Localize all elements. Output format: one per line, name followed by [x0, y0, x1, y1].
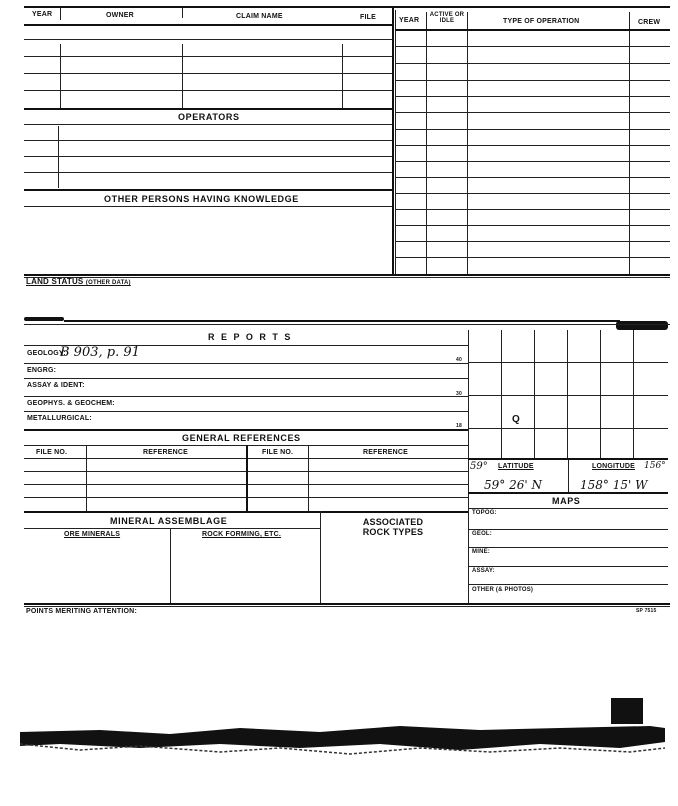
report-metallurgical-label: METALLURGICAL:: [27, 415, 92, 422]
maps-mine-label: MINE:: [472, 549, 490, 555]
operations-type-header: TYPE OF OPERATION: [503, 18, 580, 25]
scan-smear-left: [24, 317, 64, 321]
scan-artifact-block: [611, 698, 643, 724]
gref-reference-1-header: REFERENCE: [143, 449, 188, 456]
maps-assay-label: ASSAY:: [472, 568, 495, 574]
ore-minerals-header: ORE MINERALS: [64, 531, 121, 538]
grid-mark: Q: [512, 414, 520, 425]
land-status-sub: (OTHER DATA): [85, 280, 131, 286]
report-metallurgical-num: 18: [456, 423, 462, 429]
longitude-value: 158° 15' W: [580, 478, 648, 492]
gref-file-no-2-header: FILE NO.: [262, 449, 294, 456]
longitude-label: LONGITUDE: [592, 463, 636, 470]
report-assay-num: 30: [456, 391, 462, 397]
claims-claim-name-header: CLAIM NAME: [236, 13, 283, 20]
report-assay-label: ASSAY & IDENT:: [27, 382, 85, 389]
gref-file-no-1-header: FILE NO.: [36, 449, 68, 456]
form-number: SP 7515: [636, 608, 657, 614]
associated-rock-types-header: [330, 517, 456, 537]
maps-topog-label: TOPOG:: [472, 510, 497, 516]
latitude-value: 59° 26' N: [484, 478, 542, 492]
scan-smear-right: [616, 321, 668, 330]
operations-active-idle-header: [428, 12, 466, 24]
claims-owner-header: OWNER: [106, 12, 134, 19]
operations-crew-header: CREW: [638, 19, 661, 26]
rock-forming-header: ROCK FORMING, ETC.: [202, 531, 282, 538]
claims-file-header: FILE: [360, 14, 376, 21]
land-status-label: [26, 277, 131, 286]
gref-reference-2-header: REFERENCE: [363, 449, 408, 456]
report-geophys-label: GEOPHYS. & GEOCHEM:: [27, 400, 115, 407]
report-engrg-label: ENGRG:: [27, 367, 57, 374]
active-or-idle-label: ACTIVE OR IDLE: [429, 12, 465, 24]
operators-title: OPERATORS: [178, 112, 240, 122]
operations-year-header: YEAR: [399, 17, 420, 24]
lat-prefix: 59°: [470, 461, 488, 472]
reports-title: R E P O R T S: [208, 332, 293, 342]
associated-line2: ROCK TYPES: [362, 527, 424, 537]
other-persons-title: OTHER PERSONS HAVING KNOWLEDGE: [104, 194, 299, 204]
general-references-title: GENERAL REFERENCES: [182, 433, 301, 443]
claims-year-header: YEAR: [32, 11, 53, 18]
associated-line1: ASSOCIATED: [362, 517, 424, 527]
maps-title: MAPS: [552, 496, 581, 506]
report-geology-label: GEOLOGY:: [27, 350, 66, 357]
report-geology-value: B 903, p. 91: [60, 345, 140, 360]
mineral-assemblage-title: MINERAL ASSEMBLAGE: [110, 516, 228, 526]
land-status-text: LAND STATUS: [26, 277, 84, 286]
scan-artifact-band: [20, 722, 670, 756]
points-meriting-attention-label: POINTS MERITING ATTENTION:: [26, 608, 137, 615]
lon-suffix: 156°: [644, 461, 666, 471]
report-geology-num: 40: [456, 357, 462, 363]
maps-other-label: OTHER (& PHOTOS): [472, 587, 534, 593]
latitude-label: LATITUDE: [498, 463, 534, 470]
maps-geol-label: GEOL:: [472, 531, 492, 537]
